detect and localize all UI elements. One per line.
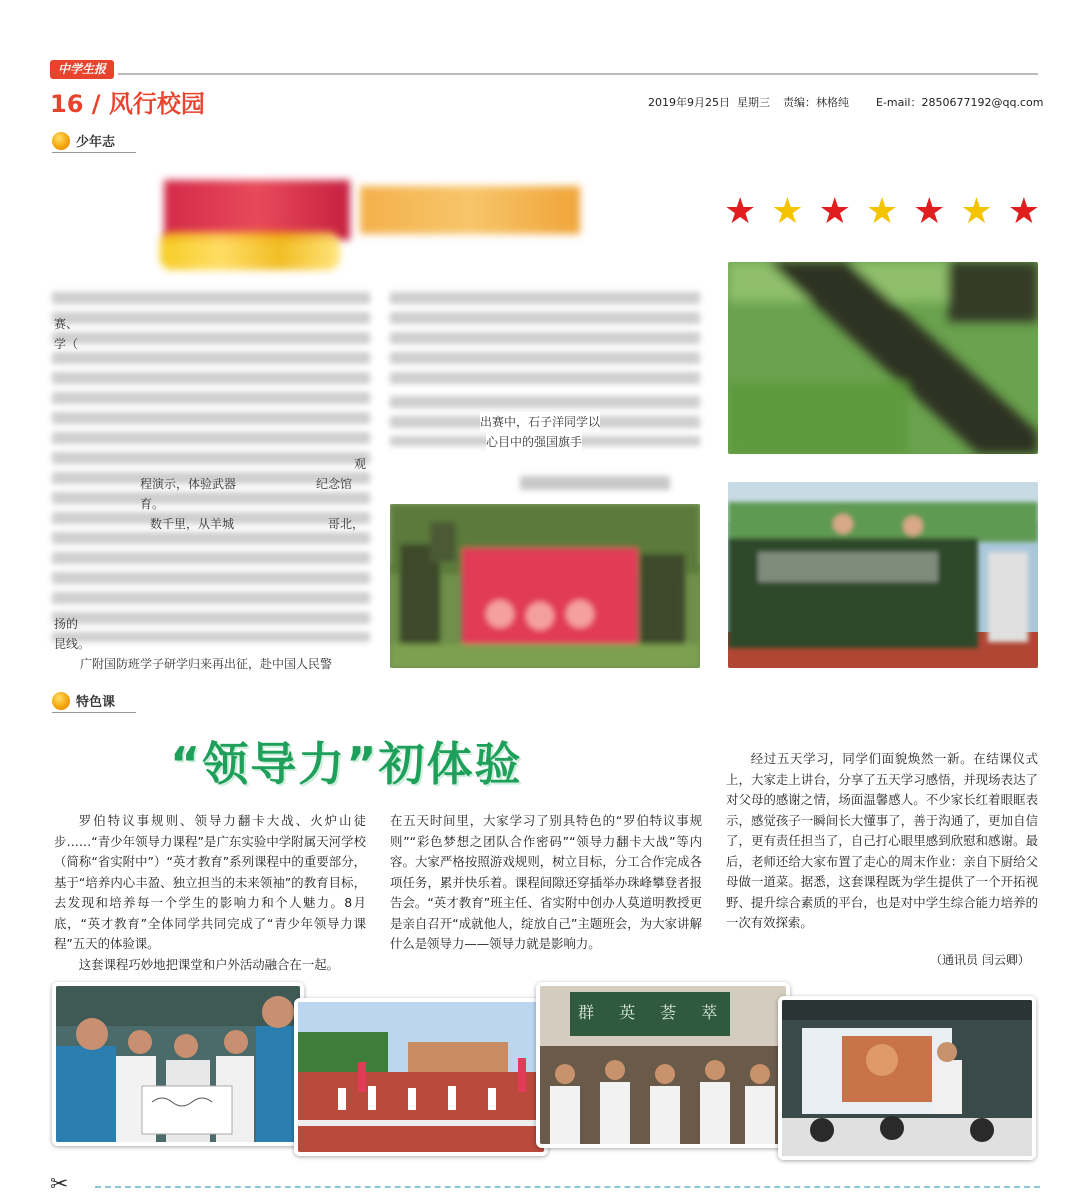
issue-weekday: 星期三 <box>737 96 770 109</box>
article-column-2 <box>390 811 702 955</box>
star-icon: ★ <box>960 191 993 232</box>
text-fragment: 心目中的强国旗手 <box>486 432 582 452</box>
article-paragraph: 罗伯特议事规则、领导力翻卡大战、火炉山徒步……“青少年领导力课程”是广东实验中学附属天河学校（简称“省实附中”）“英才教育”系列课程中的重要部分，基于“培养内心丰盈、独立担当的未来领袖”的教育目标，去发现和培养每一个学生的影响力和个人魅力。8月底，“英才教育”全体同学共同完成了“青少年领导力课程”五天的体验课。 <box>54 813 366 951</box>
page-title: 16 / 风行校园 <box>50 90 205 118</box>
photo-students-marching-in-uniform <box>728 482 1038 668</box>
photo-soldiers-crawling-on-grass <box>728 262 1038 454</box>
cut-line-divider <box>95 1186 1040 1188</box>
text-fragment: 扬的 <box>54 617 79 631</box>
article-column-1 <box>54 811 366 975</box>
redacted-text-mid-column-top <box>390 292 700 392</box>
section-bullet-icon <box>52 132 70 150</box>
star-icon: ★ <box>771 191 804 232</box>
text-fragment: 育。 <box>140 497 165 511</box>
article-column-3 <box>726 749 1038 934</box>
section-tag-teseke <box>52 691 115 710</box>
section-tag-underline <box>52 152 136 153</box>
page-editor: 责编：林格纯 <box>783 96 849 109</box>
star-icon: ★ <box>724 191 757 232</box>
redacted-headline-part2 <box>360 186 580 234</box>
newspaper-logo: 中学生报 <box>50 60 114 79</box>
redacted-photo-caption <box>520 476 670 490</box>
redacted-headline-part1 <box>164 180 350 240</box>
redacted-star-decoration <box>160 232 340 270</box>
section-tag-shaonianzhi <box>52 131 115 150</box>
text-fragment: 程演示，体验武器 <box>140 477 237 491</box>
photo-classroom-audience <box>536 982 790 1148</box>
issue-date: 2019年9月25日 <box>648 96 730 109</box>
photo-students-running-on-track <box>294 998 548 1156</box>
article-paragraph: 这套课程巧妙地把课堂和户外活动融合在一起。 <box>78 956 339 972</box>
article-byline: （通讯员 闫云卿） <box>930 953 1030 967</box>
photo-presentation-screen <box>778 996 1036 1160</box>
text-fragment: 广附国防班学子研学归来再出征，赴中国人民警 <box>80 654 332 674</box>
star-icon: ★ <box>913 191 946 232</box>
text-fragment: 纪念馆 <box>316 477 353 491</box>
text-fragment: 昆线。 <box>54 637 91 651</box>
star-icon: ★ <box>1007 191 1040 232</box>
article-paragraph: 经过五天学习，同学们面貌焕然一新。在结课仪式上，大家走上讲台，分享了五天学习感悟，并现场表达了对父母的感谢之情，场面温馨感人。不少家长红着眼眶表示，感觉孩子一瞬间长大懂事了，善于沟通了，更加自信了，更有责任担当了，自己打心眼里感到欣慰和感谢。最后，老师还给大家布置了走心的周末作业：亲自下厨给父母做一道菜。据悉，这套课程既为学生提供了一个开拓视野、提升综合素质的平台，也是对中学生综合能力培养的一次有效探索。 <box>726 751 1038 930</box>
text-fragment: 观 <box>354 457 367 471</box>
photo-students-with-poster <box>52 982 304 1146</box>
text-fragment: 哥北， <box>328 517 365 531</box>
star-icon: ★ <box>865 191 899 232</box>
redacted-text-left-column <box>52 292 370 642</box>
star-row-decoration <box>724 191 1040 232</box>
scissors-icon: ✂ <box>50 1172 69 1197</box>
section-tag-label: 特色课 <box>76 695 116 710</box>
section-tag-underline <box>52 712 136 713</box>
article-paragraph: 在五天时间里，大家学习了别具特色的“罗伯特议事规则”“彩色梦想之团队合作密码”“领导力翻卡大战”等内容。大家严格按照游戏规则，树立目标，分工合作完成各项任务，累并快乐着。课程间隙还穿插举办珠峰攀登者报告会。“英才教育”班主任、省实附中创办人莫道明教授更是亲自召开“成就他人，绽放自己”主题班会，为大家讲解什么是领导力——领导力就是影响力。 <box>390 813 702 951</box>
text-fragment: 出赛中，石子洋同学以 <box>480 412 600 432</box>
text-fragment: 赛、 <box>54 317 79 331</box>
classroom-board-text: 群 英 荟 萃 <box>578 1003 728 1022</box>
section-tag-label: 少年志 <box>76 135 116 150</box>
editor-email: E-mail：2850677192@qq.com <box>876 96 1044 109</box>
header-rule <box>118 73 1038 75</box>
text-fragment: 数千里，从羊城 <box>150 517 235 531</box>
article-headline: “领导力”初体验 <box>170 737 523 791</box>
photo-students-with-banner <box>390 504 700 668</box>
section-bullet-icon <box>52 692 70 710</box>
star-icon: ★ <box>818 191 851 232</box>
text-fragment: 学（ <box>54 337 79 351</box>
